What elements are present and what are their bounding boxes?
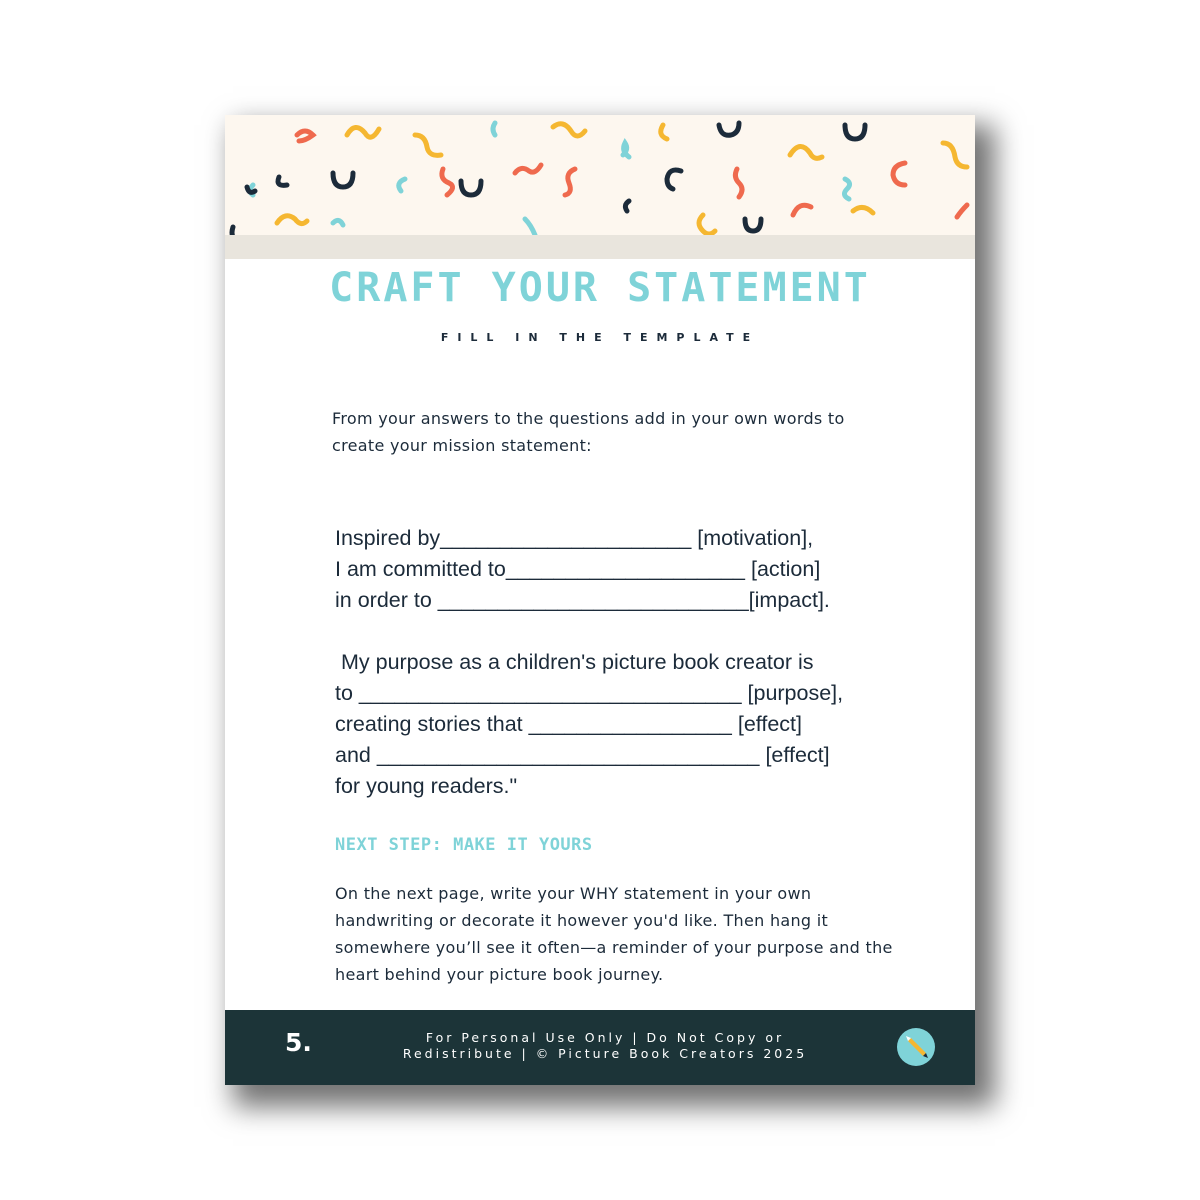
next-step-body: On the next page, write your WHY statement in your own handwriting or decorate it however you'd like. Then hang it somewhere you’ll see it often—a reminder of your purpose and the heart behind your picture book journey.: [335, 884, 893, 984]
next-step-heading: NEXT STEP: MAKE IT YOURS: [335, 835, 593, 855]
confetti-pattern: [225, 115, 975, 237]
template-line-impact: in order to __________________________[impact].: [335, 588, 830, 612]
template-line-purpose-intro: My purpose as a children's picture book creator is: [335, 650, 814, 674]
confetti-header: [225, 115, 975, 237]
page-title: CRAFT YOUR STATEMENT: [329, 265, 871, 311]
template-line-purpose: to ________________________________ [purpose],: [335, 681, 844, 705]
template-line-effect-1: creating stories that _________________ [effect]: [335, 712, 802, 736]
paper-strip: [225, 235, 975, 259]
template-spacer: [335, 616, 895, 647]
worksheet-page: [225, 115, 975, 1085]
template-line-motivation: Inspired by_____________________ [motivation],: [335, 526, 814, 550]
pencil-logo-icon: [897, 1028, 935, 1066]
copyright-notice: For Personal Use Only | Do Not Copy or Redistribute | © Picture Book Creators 2025: [402, 1030, 808, 1061]
page-number: 5.: [285, 1028, 312, 1057]
mission-template: [335, 523, 895, 802]
page-subtitle: FILL IN THE TEMPLATE: [440, 331, 760, 344]
page-footer: [225, 1010, 975, 1085]
intro-text: From your answers to the questions add in your own words to create your mission statement:: [332, 409, 845, 455]
template-line-readers: for young readers.": [335, 774, 518, 798]
template-line-action: I am committed to____________________ [action]: [335, 557, 821, 581]
template-line-effect-2: and ________________________________ [effect]: [335, 743, 830, 767]
